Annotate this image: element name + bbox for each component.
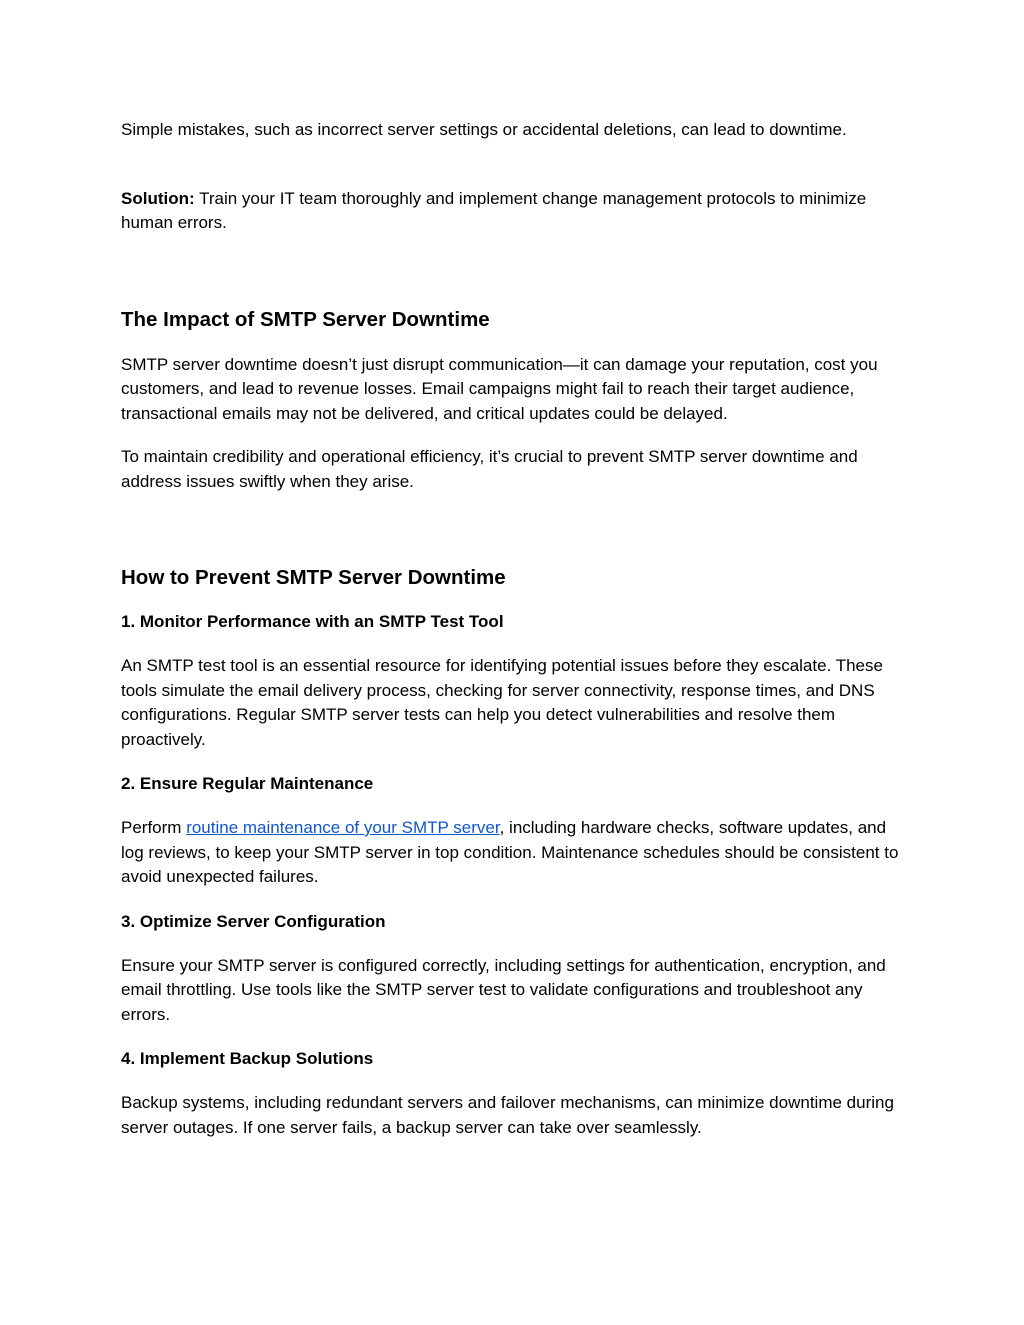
step-3-title: 3. Optimize Server Configuration — [121, 911, 386, 931]
impact-paragraph-2: To maintain credibility and operational efficiency, it’s crucial to prevent SMTP server downtime and address issues swiftly when they arise. — [121, 447, 858, 491]
impact-heading: The Impact of SMTP Server Downtime — [121, 307, 490, 331]
step-1-text: An SMTP test tool is an essential resource for identifying potential issues before they escalate. These tools simulate the email delivery process, checking for server connectivity, response times, and DNS configurations. Regular SMTP server tests can help you detect vulnerabilities and resolve them proactively. — [121, 656, 883, 749]
maintenance-link[interactable]: routine maintenance of your SMTP server — [186, 818, 500, 837]
step-2-text-before: Perform — [121, 818, 187, 837]
step-3-text: Ensure your SMTP server is configured correctly, including settings for authentication, encryption, and email throttling. Use tools like the SMTP server test to validate configurations and troubleshoot any errors. — [121, 955, 886, 1024]
step-4-title: 4. Implement Backup Solutions — [121, 1049, 374, 1068]
solution-paragraph — [121, 187, 911, 236]
step-2-text — [121, 816, 911, 890]
step-4-text: Backup systems, including redundant servers and failover mechanisms, can minimize downtime during server outages. If one server fails, a backup server can take over seamlessly. — [121, 1093, 894, 1137]
step-2-title: 2. Ensure Regular Maintenance — [121, 774, 374, 793]
step-2-text-after: , including hardware checks, software updates, and log reviews, to keep your SMTP server in top condition. Maintenance schedules should be consistent to avoid unexpected failures. — [121, 818, 899, 886]
intro-paragraph: Simple mistakes, such as incorrect server settings or accidental deletions, can lead to downtime. — [121, 120, 847, 139]
step-1-title: 1. Monitor Performance with an SMTP Test Tool — [121, 612, 504, 631]
prevent-heading: How to Prevent SMTP Server Downtime — [121, 566, 506, 589]
impact-paragraph-1: SMTP server downtime doesn’t just disrupt communication—it can damage your reputation, cost you customers, and lead to revenue losses. Email campaigns might fail to reach their target audience, transactional emails may not be delivered, and critical updates could be delayed. — [121, 354, 878, 423]
solution-label: Solution: — [121, 188, 195, 208]
solution-text: Train your IT team thoroughly and implement change management protocols to minimize human errors. — [121, 188, 867, 232]
document-page — [121, 118, 911, 1140]
